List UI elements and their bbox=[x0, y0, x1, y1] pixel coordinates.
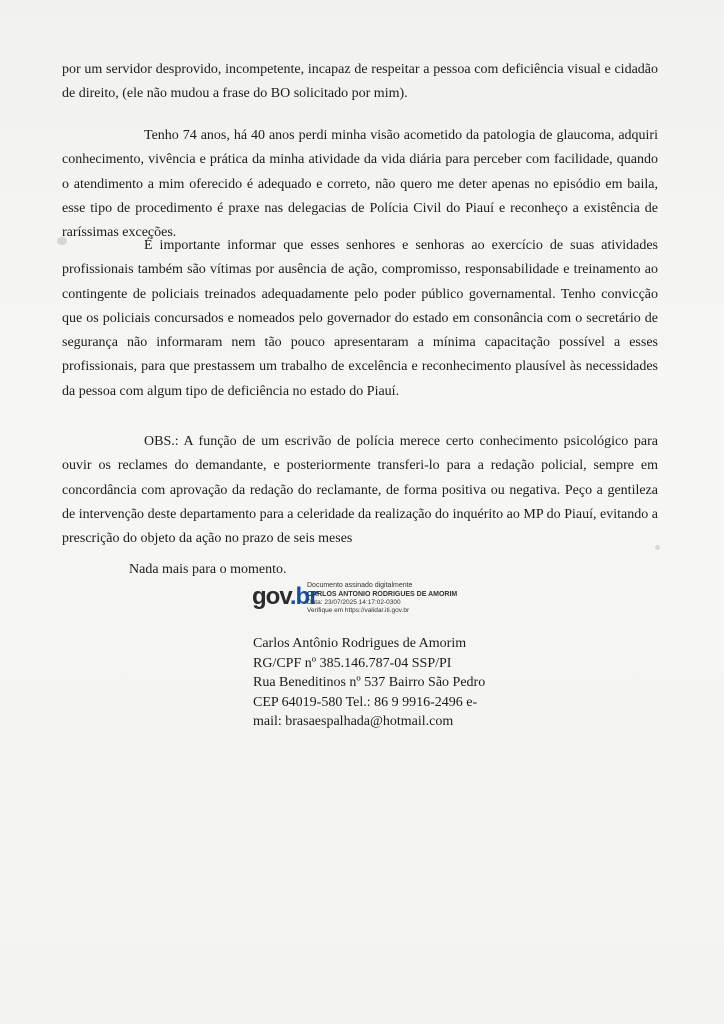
paragraph-obs: OBS.: A função de um escrivão de polícia merece certo conhecimento psicológico para ouvir os reclames do demandante, e posteriormente transferi-lo para a redação policial, sempre em concordância com aprovação da redação do reclamante, de forma positiva ou negativa. Peço a gentileza de intervenção deste departamento para a celeridade da realização do inquérito ao MP do Piauí, evitando a prescrição do objeto da ação no prazo de seis meses bbox=[62, 434, 658, 547]
signature-date: Data: 23/07/2025 14:17:02-0300 bbox=[307, 599, 401, 606]
signature-signer: CARLOS ANTONIO RODRIGUES DE AMORIM bbox=[307, 591, 458, 598]
contact-email: mail: brasaespalhada@hotmail.com bbox=[253, 714, 454, 729]
paragraph-3: É importante informar que esses senhores e senhoras ao exercício de suas atividades profissionais também são vítimas por ausência de ação, compromisso, responsabilidade e treinamento ao contingente de policiais treinados adequadamente pelo poder público governamental. Tenho convicção que os policiais concursados e nomeados pelo governador do estado em consonância com o secretário de segurança não informaram nem tão pouco apresentaram a mínima capacitação possível a esses profissionais, para que prestassem um trabalho de excelência e reconhecimento plausível às necessidades da pessoa com algum tipo de deficiência no estado do Piauí. bbox=[62, 238, 658, 399]
contact-id: RG/CPF nº 385.146.787-04 SSP/PI bbox=[253, 655, 452, 671]
govbr-logo-gov: gov bbox=[252, 583, 290, 610]
contact-address: Rua Beneditinos nº 537 Bairro São Pedro bbox=[253, 675, 486, 690]
signature-verify-link: Verifique em https://validar.iti.gov.br bbox=[307, 607, 410, 614]
paragraph-2: Tenho 74 anos, há 40 anos perdi minha visão acometido da patologia de glaucoma, adquiri conhecimento, vivência e prática da minha atividade da vida diária para perceber com facilidade, quando o atendimento a mim oferecido é adequado e correto, não quero me deter apenas no episódio em baila, esse tipo de procedimento é praxe nas delegacias de Polícia Civil do Piauí e reconheço a existência de raríssimas exceções. bbox=[62, 128, 658, 241]
closing-line: Nada mais para o momento. bbox=[129, 562, 287, 577]
signature-caption: Documento assinado digitalmente bbox=[307, 582, 413, 589]
govbr-logo-br: .br bbox=[289, 583, 318, 610]
contact-cep-tel: CEP 64019-580 Tel.: 86 9 9916-2496 e- bbox=[253, 694, 478, 710]
digital-signature-stamp bbox=[307, 581, 457, 615]
contact-name: Carlos Antônio Rodrigues de Amorim bbox=[253, 636, 467, 651]
contact-block bbox=[253, 634, 503, 732]
paragraph-1: por um servidor desprovido, incompetente, incapaz de respeitar a pessoa com deficiência visual e cidadão de direito, (ele não mudou a frase do BO solicitado por mim). bbox=[62, 62, 658, 102]
